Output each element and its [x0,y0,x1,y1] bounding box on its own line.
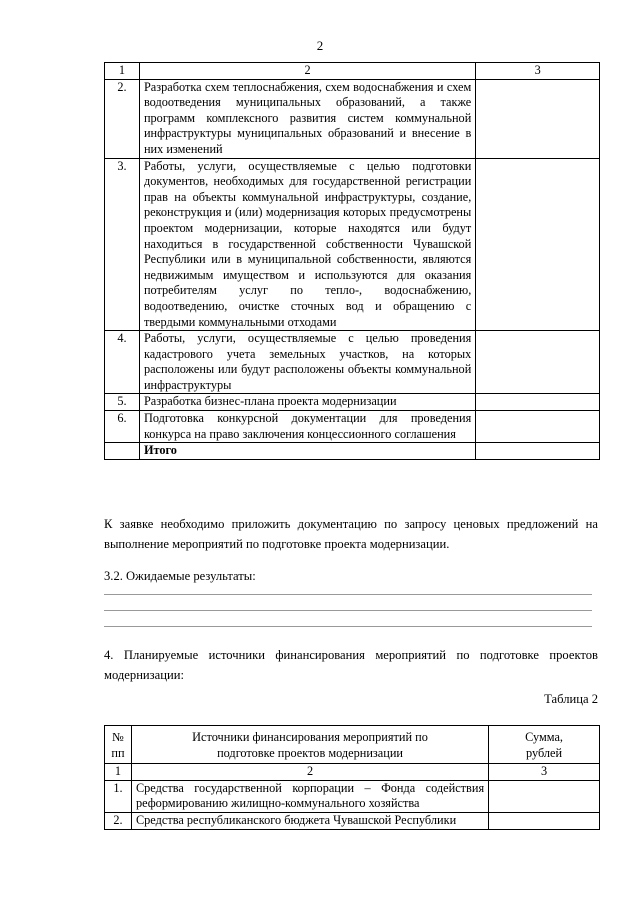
column-number-1: 1 [105,764,132,781]
financing-sources-heading: 4. Планируемые источники финансирования мероприятий по подготовке проектов модернизации: [104,648,598,682]
total-number-cell [105,443,140,460]
blank-fill-line [104,626,592,627]
column-number-1: 1 [105,63,140,80]
number-column-header: № пп [105,726,132,764]
table-row [105,812,600,829]
row-description: Средства государственной корпорации – Фонда содействия реформированию жилищно-коммунального хозяйства [131,780,488,812]
row-description: Средства республиканского бюджета Чувашской Республики [131,812,488,829]
column-number-2: 2 [139,63,475,80]
row-number: 6. [105,411,140,443]
sum-column-header: Сумма, рублей [489,726,600,764]
table-header-row [105,726,600,764]
total-label: Итого [143,443,177,458]
table-header-row [105,63,600,80]
row-description: Подготовка конкурсной документации для проведения конкурса на право заключения концессионного соглашения [139,411,475,443]
source-column-header: Источники финансирования мероприятий по подготовке проектов модернизации [131,726,488,764]
blank-fill-line [104,594,592,595]
table-row [105,158,600,331]
table-2-caption: Таблица 2 [544,692,598,706]
table-row [105,411,600,443]
row-amount [476,411,600,443]
total-amount-cell [476,443,600,460]
row-description: Работы, услуги, осуществляемые с целью проведения кадастрового учета земельных участков, на которых расположены или будут расположены объекты коммунальной инфраструктуры [139,331,475,394]
row-amount [489,812,600,829]
expected-results-heading: 3.2. Ожидаемые результаты: [104,569,256,583]
row-description: Разработка бизнес-плана проекта модернизации [139,394,475,411]
attachment-paragraph: К заявке необходимо приложить документацию по запросу ценовых предложений на выполнение мероприятий по подготовке проекта модернизации. [104,517,598,551]
column-numbering-row [105,764,600,781]
row-description: Работы, услуги, осуществляемые с целью подготовки документов, необходимых для государственной регистрации прав на объекты коммунальной инфраструктуры, создание, реконструкция и (или) модернизация которых предусмотрены проектом модернизации, которые находятся или будут находиться в государственной собственности Чувашской Республики или в муниципальной собственности, являются недвижимым имуществом и используются для оказания потребителям услуг по тепло-, водоснабжению, водоотведению, очистке сточных вод и обращению с твердыми коммунальными отходами [139,158,475,331]
row-number: 4. [105,331,140,394]
row-number: 3. [105,158,140,331]
row-number: 2. [105,812,132,829]
row-number: 1. [105,780,132,812]
row-number: 5. [105,394,140,411]
page-number: 2 [316,38,324,53]
row-description: Разработка схем теплоснабжения, схем водоснабжения и схем водоотведения муниципальных образований, а также программ комплексного развития систем коммунальной инфраструктуры муниципальных образований и внесение в них изменений [139,79,475,158]
total-label-cell [139,443,475,460]
row-amount [489,780,600,812]
table-row [105,79,600,158]
column-number-3: 3 [489,764,600,781]
financing-sources-table [104,725,600,830]
row-amount [476,158,600,331]
table-row [105,394,600,411]
column-number-2: 2 [131,764,488,781]
row-amount [476,331,600,394]
row-amount [476,394,600,411]
blank-fill-line [104,610,592,611]
table-row [105,331,600,394]
column-number-3: 3 [476,63,600,80]
table-row [105,780,600,812]
row-amount [476,79,600,158]
row-number: 2. [105,79,140,158]
total-row [105,443,600,460]
measures-table [104,62,600,460]
